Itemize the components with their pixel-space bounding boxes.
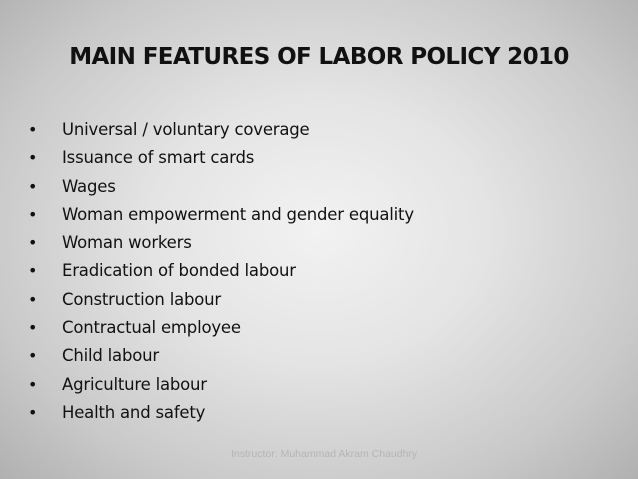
- list-item: [28, 342, 414, 370]
- bullet-list: [28, 116, 414, 427]
- list-item: [28, 399, 414, 427]
- list-item: [28, 371, 414, 399]
- bullet-icon: •: [28, 318, 38, 338]
- bullet-icon: •: [28, 374, 38, 394]
- bullet-icon: •: [28, 346, 38, 366]
- list-item: [28, 229, 414, 257]
- list-item: [28, 286, 414, 314]
- bullet-icon: •: [28, 261, 38, 281]
- list-item: [28, 116, 414, 144]
- list-item-text: Health and safety: [62, 402, 206, 422]
- list-item-text: Eradication of bonded labour: [62, 261, 296, 281]
- list-item: [28, 201, 414, 229]
- list-item: [28, 173, 414, 201]
- list-item-text: Child labour: [62, 346, 159, 366]
- list-item-text: Issuance of smart cards: [62, 148, 255, 168]
- list-item-text: Wages: [62, 176, 116, 196]
- bullet-icon: •: [28, 289, 38, 309]
- list-item-text: Woman empowerment and gender equality: [62, 204, 414, 224]
- slide-footer: Instructor: Muhammad Akram Chaudhry: [231, 448, 418, 460]
- bullet-icon: •: [28, 204, 38, 224]
- list-item-text: Construction labour: [62, 289, 222, 309]
- bullet-icon: •: [28, 120, 38, 139]
- bullet-icon: •: [28, 148, 38, 168]
- list-item: [28, 314, 414, 342]
- bullet-icon: •: [28, 402, 38, 422]
- list-item-text: Agriculture labour: [62, 374, 207, 394]
- list-item-text: Woman workers: [62, 233, 192, 253]
- slide-title: MAIN FEATURES OF LABOR POLICY 2010: [69, 44, 569, 70]
- list-item-text: Universal / voluntary coverage: [62, 120, 310, 139]
- list-item: [28, 144, 414, 172]
- list-item: [28, 257, 414, 285]
- bullet-icon: •: [28, 176, 38, 196]
- list-item-text: Contractual employee: [62, 318, 241, 338]
- bullet-icon: •: [28, 233, 38, 253]
